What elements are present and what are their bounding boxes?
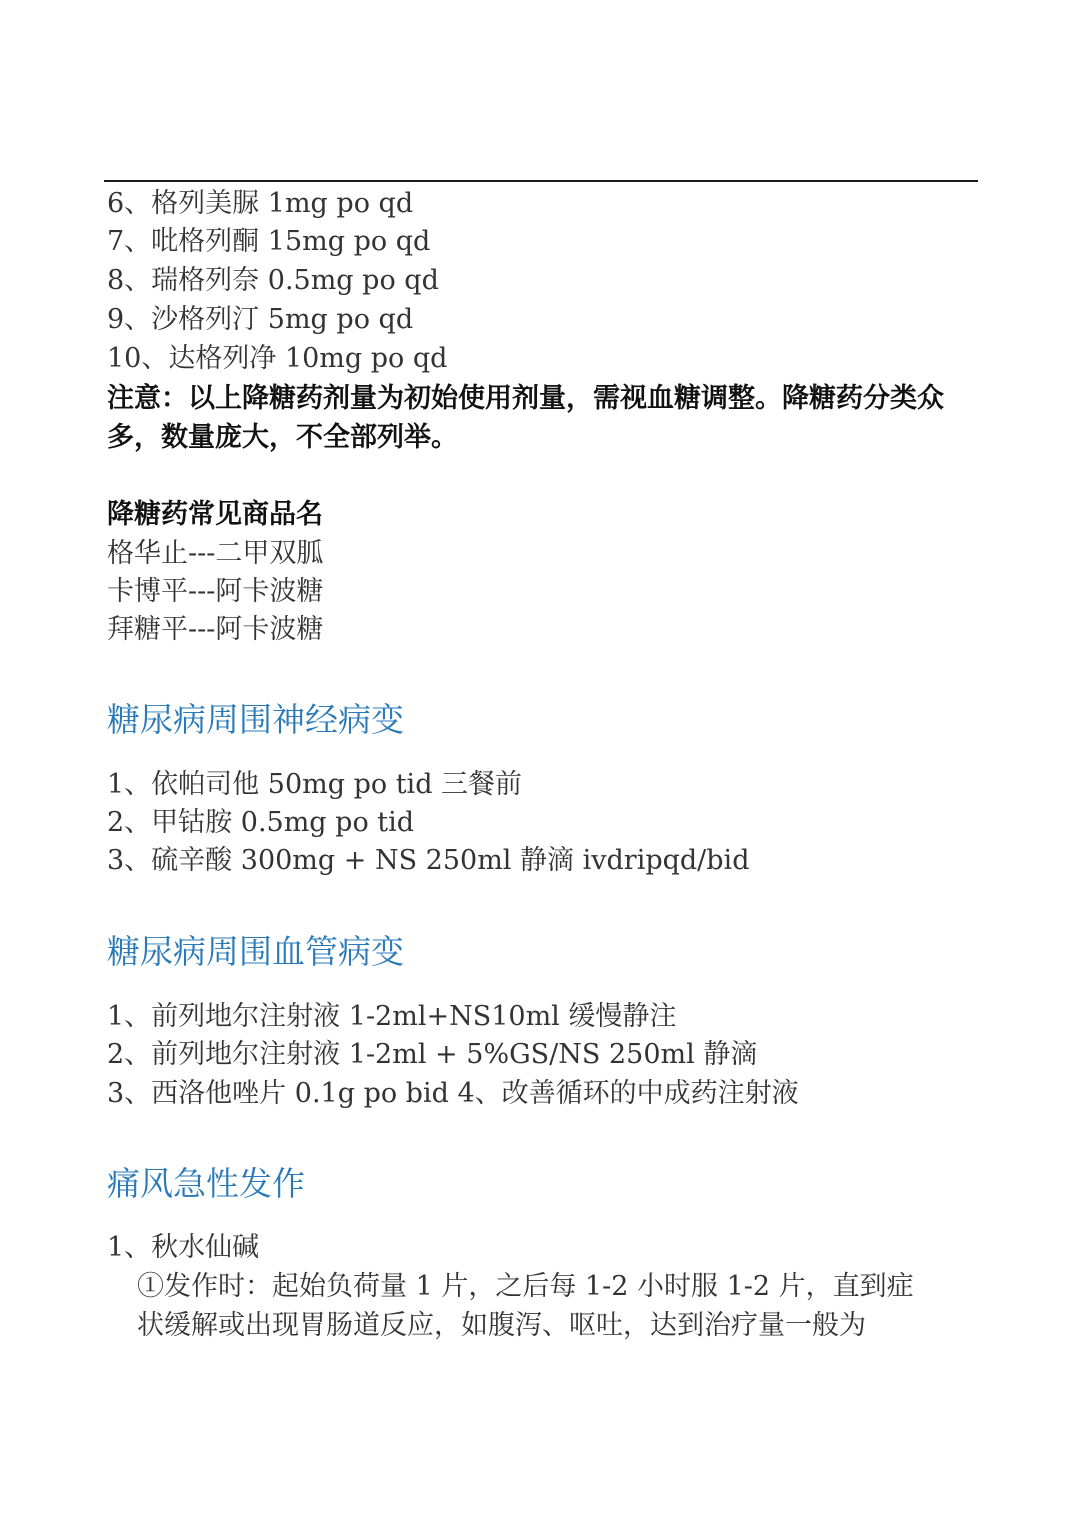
neuropathy-item: 3、硫辛酸 300mg + NS 250ml 静滴 ivdripqd/bid (107, 845, 750, 876)
dose-item-6: 6、格列美脲 1mg po qd (107, 188, 414, 219)
section-heading-gout: 痛风急性发作 (107, 1164, 305, 1203)
vasculopathy-item: 1、前列地尔注射液 1-2ml+NS10ml 缓慢静注 (107, 1001, 677, 1032)
gout-sub-line: 状缓解或出现胃肠道反应，如腹泻、呕吐，达到治疗量一般为 (137, 1310, 866, 1341)
dose-item-10: 10、达格列净 10mg po qd (107, 343, 448, 374)
dose-item-7: 7、吡格列酮 15mg po qd (107, 226, 431, 257)
gout-item-1: 1、秋水仙碱 (107, 1232, 260, 1263)
top-divider (104, 180, 978, 182)
trade-name-item: 拜糖平---阿卡波糖 (107, 614, 324, 645)
vasculopathy-item: 3、西洛他唑片 0.1g po bid 4、改善循环的中成药注射液 (107, 1078, 799, 1109)
trade-name-item: 格华止---二甲双胍 (107, 538, 324, 569)
dose-item-9: 9、沙格列汀 5mg po qd (107, 304, 414, 335)
neuropathy-item: 1、依帕司他 50mg po tid 三餐前 (107, 769, 523, 800)
trade-names-title: 降糖药常见商品名 (107, 499, 323, 530)
trade-name-item: 卡博平---阿卡波糖 (107, 576, 324, 607)
gout-sub-line: ①发作时：起始负荷量 1 片，之后每 1-2 小时服 1-2 片，直到症 (137, 1271, 914, 1302)
vasculopathy-item: 2、前列地尔注射液 1-2ml + 5%GS/NS 250ml 静滴 (107, 1039, 758, 1070)
neuropathy-item: 2、甲钴胺 0.5mg po tid (107, 807, 415, 838)
section-heading-vasculopathy: 糖尿病周围血管病变 (107, 932, 404, 971)
section-heading-neuropathy: 糖尿病周围神经病变 (107, 700, 404, 739)
dosage-note: 注意：以上降糖药剂量为初始使用剂量，需视血糖调整。降糖药分类众多，数量庞大，不全部列举。 (107, 383, 944, 453)
dose-item-8: 8、瑞格列奈 0.5mg po qd (107, 265, 439, 296)
